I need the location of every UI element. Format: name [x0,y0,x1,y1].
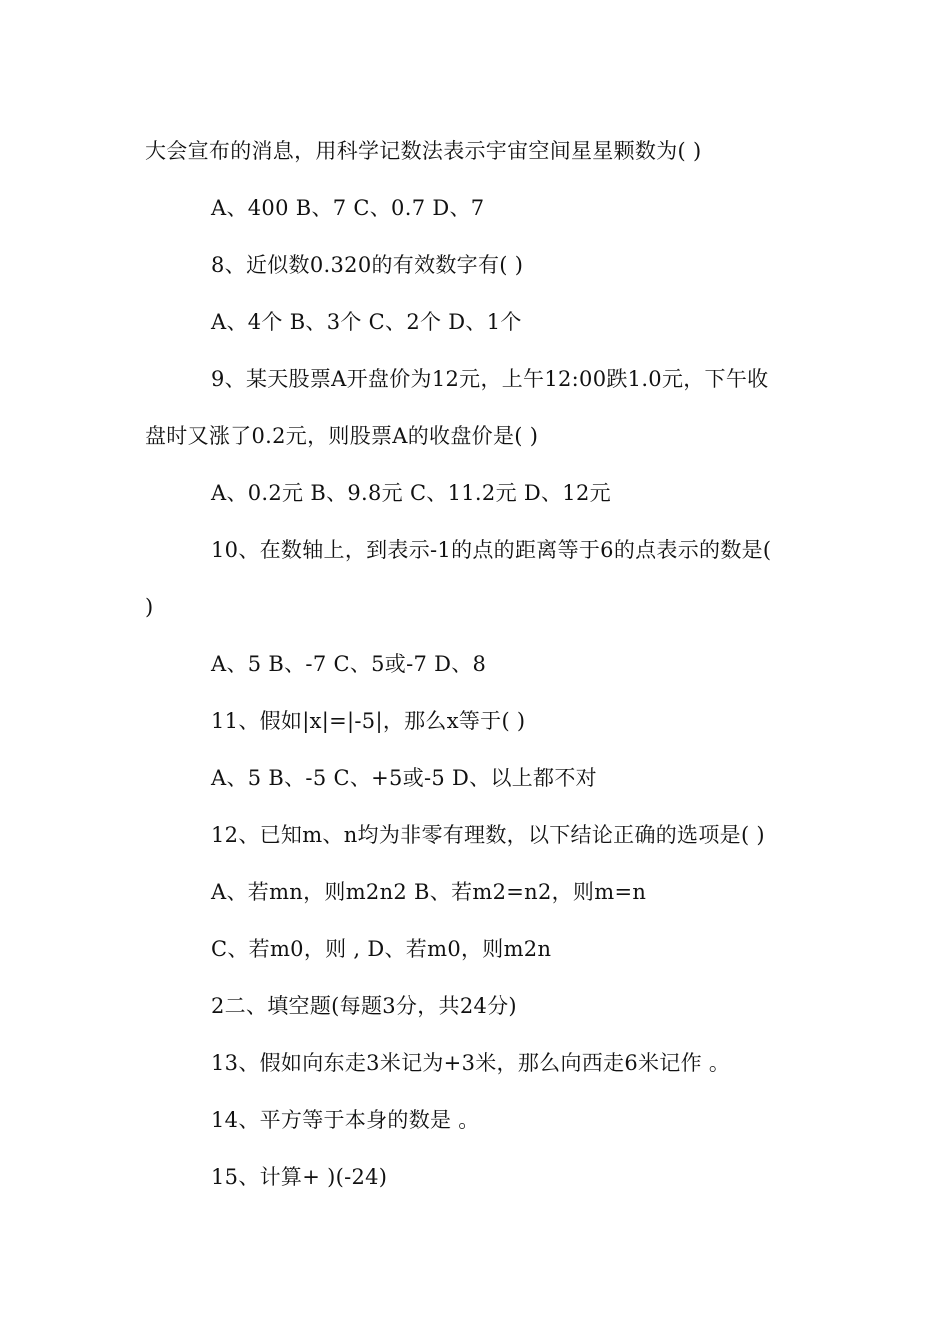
q14-stem: 14、平方等于本身的数是 。 [211,1108,480,1132]
q9-options: A、0.2元 B、9.8元 C、11.2元 D、12元 [211,481,611,505]
text-line-continuation: 大会宣布的消息，用科学记数法表示宇宙空间星星颗数为( ) [145,139,702,163]
q12-stem: 12、已知m、n均为非零有理数，以下结论正确的选项是( ) [211,823,765,847]
q7-options: A、400 B、7 C、0.7 D、7 [211,196,485,220]
q10-stem: 10、在数轴上，到表示-1的点的距离等于6的点表示的数是( [211,538,772,562]
q8-options: A、4个 B、3个 C、2个 D、1个 [211,310,522,334]
q10-options: A、5 B、-7 C、5或-7 D、8 [211,652,487,676]
section-heading: 2二、填空题(每题3分，共24分) [211,994,517,1018]
q9-stem-continuation: 盘时又涨了0.2元，则股票A的收盘价是( ) [145,424,539,448]
q12-options-cd: C、若m0，则 , D、若m0，则m2n [211,937,552,961]
q13-stem: 13、假如向东走3米记为+3米，那么向西走6米记作 。 [211,1051,731,1075]
q12-options-ab: A、若mn，则m2n2 B、若m2=n2，则m=n [211,880,647,904]
q11-options: A、5 B、-5 C、+5或-5 D、以上都不对 [211,766,597,790]
q15-stem: 15、计算+ )(-24) [211,1165,388,1189]
q11-stem: 11、假如|x|=|-5|，那么x等于( ) [211,709,526,733]
q9-stem: 9、某天股票A开盘价为12元，上午12:00跌1.0元，下午收 [211,367,769,391]
q8-stem: 8、近似数0.320的有效数字有( ) [211,253,524,277]
q10-stem-continuation: ) [145,595,154,619]
